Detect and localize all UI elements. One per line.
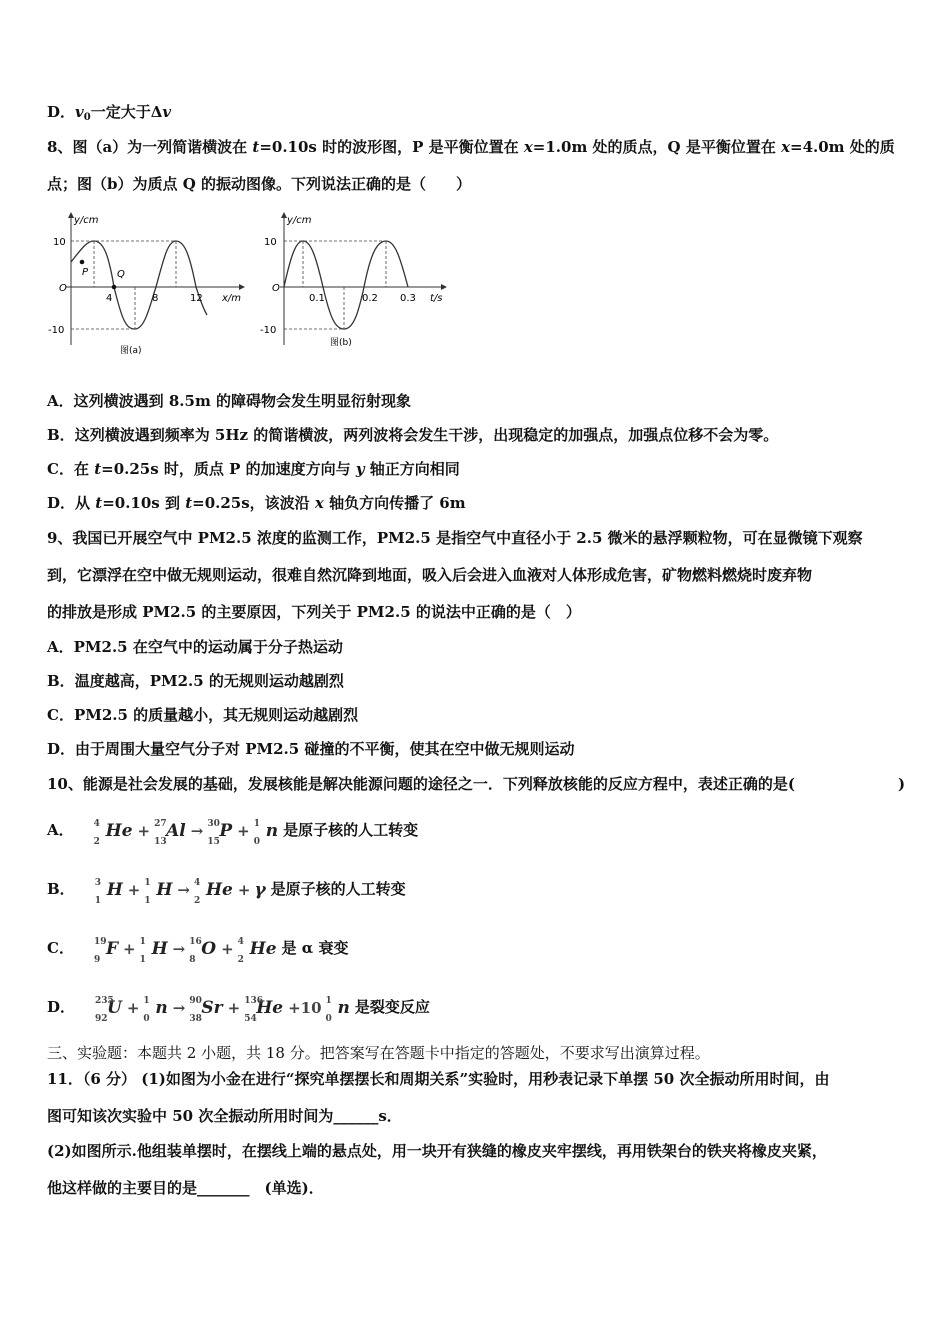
axis-label-y: y/cm (287, 215, 312, 226)
tick-x-8: 8 (152, 293, 159, 304)
origin-label: O (272, 283, 280, 294)
q9-option-c: C．PM2.5 的质量越小，其无规则运动越剧烈 (47, 706, 359, 724)
equation-operator: + (123, 940, 136, 958)
q8-stem-line1: 8、图（a）为一列简谐横波在 t=0.10s 时的波形图，P 是平衡位置在 x=1.0m 处的质点，Q 是平衡位置在 x=4.0m 处的质 (47, 138, 895, 156)
label-p: P (82, 267, 89, 278)
section-heading: 三、实验题：本题共 2 小题，共 18 分。把答案写在答题卡中指定的答题处，不要求写出演算过程。 (47, 1044, 710, 1062)
vibration-graph-b (258, 205, 458, 360)
q8-option-a: A．这列横波遇到 8.5m 的障碍物会发生明显衍射现象 (47, 392, 412, 410)
caption-b: 图(b) (330, 338, 352, 348)
nuclide: 1 0 n (143, 996, 168, 1024)
q10-stem: 10、能源是社会发展的基础，发展核能是解决能源问题的途径之一．下列释放核能的反应方程中，表述正确的是( (47, 775, 795, 793)
q9-stem-line1: 9、我国已开展空气中 PM2.5 浓度的监测工作，PM2.5 是指空气中直径小于 2.5 微米的悬浮颗粒物，可在显微镜下观察 (47, 529, 863, 547)
q9-stem-line2: 到，它漂浮在空中做无规则运动，很难自然沉降到地面，吸入后会进入血液对人体形成危害，矿物燃料燃烧时废弃物 (47, 566, 813, 584)
q10-option-a: A． 4 2 He + 27 13 Al → 30 15 P + 1 0 n 是原子核的人工转变 (47, 819, 419, 847)
point-p (80, 260, 85, 265)
q11-line4: 他这样做的主要目的是_______ (单选)． (47, 1179, 324, 1197)
q9-option-d: D．由于周围大量空气分子对 PM2.5 碰撞的不平衡，使其在空中做无规则运动 (47, 740, 575, 758)
nuclide: 4 2 He (93, 819, 133, 847)
tick-y-10: 10 (53, 237, 66, 248)
q9-option-b: B．温度越高，PM2.5 的无规则运动越剧烈 (47, 672, 344, 690)
axis-label-y: y/cm (74, 215, 99, 226)
tick-x-4: 4 (106, 293, 113, 304)
tick-y-neg10: -10 (260, 325, 277, 336)
q8-option-b: B．这列横波遇到频率为 5Hz 的简谐横波，两列波将会发生干涉，出现稳定的加强点，加强点位移不会为零。 (47, 426, 779, 444)
equation-b (93, 876, 269, 904)
equation-operator: + (127, 881, 141, 899)
equation-operator: → (172, 999, 186, 1017)
equation-operator: + (237, 881, 251, 899)
tick-y-10: 10 (264, 237, 277, 248)
q9-option-a: A．PM2.5 在空气中的运动属于分子热运动 (47, 638, 343, 656)
equation-operator: → (172, 940, 186, 958)
caption-a: 图(a) (120, 346, 142, 356)
nuclide: 4 2 He (237, 937, 277, 965)
tick-x-0.3: 0.3 (400, 293, 416, 304)
nuclide: 90 38 Sr (189, 996, 223, 1024)
origin-label: O (59, 283, 67, 294)
equation-operator: + (221, 940, 234, 958)
equation-operator: + (237, 822, 250, 840)
nuclide: 4 2 He (193, 878, 233, 906)
q10-option-c: C． 19 9 F + 1 1 H → 16 8 O + 4 2 He 是 α 衰变 (47, 937, 349, 965)
nuclide: 19 9 F (93, 937, 119, 965)
q8-stem-line2: 点；图（b）为质点 Q 的振动图像。下列说法正确的是（ ） (47, 175, 472, 193)
nuclide: 235 92 U (95, 996, 122, 1024)
nuclide: 1 0 n (325, 996, 350, 1024)
q10-option-d: D． 235 92 U + 1 0 n → 90 38 Sr + 136 54 He +10 1 0 n 是裂变反应 (47, 996, 430, 1024)
nuclide: 30 15 P (207, 819, 233, 847)
nuclide: 16 8 O (189, 937, 217, 965)
equation-d (93, 994, 353, 1022)
nuclide: 136 54 He (244, 996, 284, 1024)
nuclide: 1 1 H (144, 878, 173, 906)
nuclide: γ (254, 880, 266, 900)
point-q (112, 285, 117, 290)
q11-line1: 11．（6 分） (1)如图为小金在进行“探究单摆摆长和周期关系”实验时，用秒表记录下单摆 50 次全振动所用时间，由 (47, 1070, 830, 1088)
equation-operator: + (126, 999, 140, 1017)
tick-x-0.1: 0.1 (309, 293, 325, 304)
q11-line3: (2)如图所示.他组装单摆时，在摆线上端的悬点处，用一块开有狭缝的橡皮夹牢摆线，再用铁架台的铁夹将橡皮夹紧， (47, 1142, 827, 1160)
tick-x-12: 12 (190, 293, 203, 304)
equation-operator: + (137, 822, 151, 840)
axis-label-x: t/s (430, 293, 443, 304)
wave-graph-a (44, 205, 254, 360)
q10-option-b: B． 3 1 H + 1 1 H → 4 2 He + γ 是原子核的人工转变 (47, 878, 406, 906)
nuclide: 1 1 H (139, 937, 168, 965)
equation-operator: + (227, 999, 241, 1017)
q9-stem-line3: 的排放是形成 PM2.5 的主要原因，下列关于 PM2.5 的说法中正确的是（ ） (47, 603, 581, 621)
nuclide: 27 13 Al (154, 819, 186, 847)
equation-c (92, 935, 280, 963)
q8-option-c: C．在 t=0.25s 时，质点 P 的加速度方向与 y 轴正方向相同 (47, 460, 460, 478)
equation-operator: +10 (288, 999, 322, 1017)
label-q: Q (117, 269, 125, 280)
q11-line2: 图可知该次实验中 50 次全振动所用时间为______s． (47, 1107, 402, 1125)
nuclide: 1 0 n (253, 819, 279, 847)
equation-operator: → (190, 822, 204, 840)
q8-option-d: D．从 t=0.10s 到 t=0.25s，该波沿 x 轴负方向传播了 6m (47, 494, 466, 512)
q10-stem-end: ) (898, 775, 906, 793)
nuclide: 3 1 H (94, 878, 123, 906)
equation-operator: → (177, 881, 190, 899)
tick-x-0.2: 0.2 (362, 293, 378, 304)
axis-label-x: x/m (222, 293, 242, 304)
tick-y-neg10: -10 (48, 325, 65, 336)
q7-option-d: D．$v_0$一定大于Δv (47, 103, 172, 123)
equation-a (92, 817, 281, 845)
